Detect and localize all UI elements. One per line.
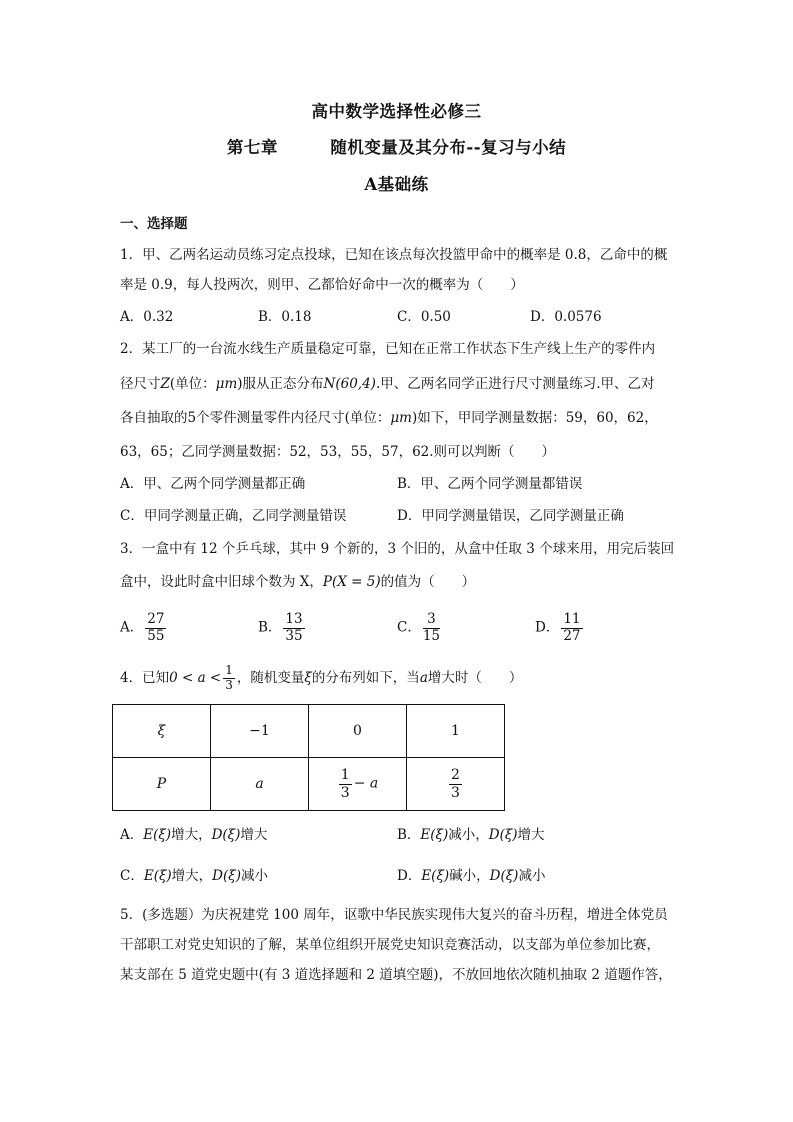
option-label: B． — [258, 619, 282, 636]
denominator: 55 — [147, 627, 165, 644]
option-text: 减小， — [448, 827, 489, 843]
chapter-heading — [0, 134, 793, 158]
option-text: 增大 — [517, 827, 545, 843]
option-text: 碱小， — [449, 868, 490, 884]
numerator: 1 — [340, 767, 350, 784]
q2-text: )如下，甲同学测量数据：59，60，62， — [411, 410, 658, 426]
q2-normal-dist: N(60,4) — [323, 376, 376, 392]
q5-line-2: 干部职工对党史知识的了解，某单位组织开展党史知识竞赛活动，以支部为单位参加比赛， — [120, 937, 660, 953]
fraction — [423, 612, 440, 644]
option-label: D． — [397, 868, 422, 884]
q1-option-a: A．0.32 — [120, 309, 174, 325]
q4-option-b — [397, 823, 545, 843]
q2-unit-mu: μm — [215, 376, 238, 392]
level-heading: A基础练 — [364, 175, 429, 194]
table-cell: P — [113, 758, 211, 811]
q2-var-z: Z — [160, 376, 170, 392]
variance: D(ξ) — [489, 868, 519, 884]
q2-option-d: D．甲同学测量错误，乙同学测量正确 — [397, 508, 624, 524]
q4-var-a: a — [419, 669, 428, 686]
denominator: 27 — [563, 627, 581, 644]
option-label: A． — [120, 619, 144, 636]
option-text: 增大 — [240, 827, 268, 843]
option-label: B． — [397, 827, 421, 843]
fraction — [283, 612, 304, 644]
variance: D(ξ) — [488, 827, 518, 843]
numerator: 13 — [285, 611, 303, 627]
expectation: E(ξ) — [143, 868, 172, 884]
numerator: 11 — [563, 611, 581, 627]
option-label: C． — [120, 868, 144, 884]
fraction — [223, 664, 235, 693]
fraction — [145, 612, 166, 644]
q3-option-b — [258, 612, 307, 644]
q2-line-2 — [120, 372, 655, 392]
option-text: 增大， — [171, 827, 212, 843]
section-heading: 一、选择题 — [120, 216, 188, 232]
distribution-table — [112, 704, 505, 811]
q1-line-2: 率是 0.9，每人投两次，则甲、乙都恰好命中一次的概率为（ ） — [120, 277, 524, 293]
q1-option-b: B．0.18 — [258, 309, 312, 325]
q4-text: ，随机变量 — [236, 669, 305, 686]
expectation: E(ξ) — [420, 827, 449, 843]
q3-option-c — [397, 612, 442, 644]
q2-option-a: A．甲、乙两个同学测量都正确 — [120, 476, 306, 492]
numerator: 2 — [451, 767, 460, 784]
table-row — [113, 758, 505, 811]
q2-text: 各自抽取的5个零件测量零件内径尺寸(单位： — [120, 410, 391, 426]
q4-text: 4．已知 — [120, 669, 170, 686]
q2-option-c: C．甲同学测量正确，乙同学测量错误 — [120, 508, 347, 524]
q3-option-a — [120, 612, 168, 644]
q2-text: .甲、乙两名同学正进行尺寸测量练习.甲、乙对 — [375, 376, 655, 392]
variance: D(ξ) — [211, 827, 241, 843]
q2-unit-mu: μm — [390, 410, 412, 426]
table-cell: 0 — [309, 705, 407, 758]
table-cell: ξ — [113, 705, 211, 758]
q1-option-c: C．0.50 — [397, 309, 451, 325]
expression-tail: − a — [353, 776, 379, 792]
q5-line-1: 5．(多选题）为庆祝建党 100 周年，讴歌中华民族实现伟大复兴的奋斗历程，增进全体党员 — [120, 907, 668, 923]
doc-title: 高中数学选择性必修三 — [311, 102, 482, 121]
denominator: 15 — [422, 627, 441, 644]
option-text: 增大， — [171, 868, 213, 884]
q2-text: )服从正态分布 — [237, 376, 324, 392]
q1-line-1: 1．甲、乙两名运动员练习定点投球，已知在该点每次投篮甲命中的概率是 0.8，乙命中的概 — [120, 247, 668, 263]
q3-line-1: 3．一盒中有 12 个乒乓球，其中 9 个新的，3 个旧的，从盒中任取 3 个球来用，用完后装回 — [120, 541, 675, 557]
q4-text: 的分布列如下，当 — [311, 669, 420, 686]
q2-line-4: 63，65；乙同学测量数据：52，53，55，57，62.则可以判断（ ） — [120, 444, 556, 460]
q2-line-1: 2．某工厂的一台流水线生产质量稳定可靠，已知在正常工作状态下生产线上生产的零件内 — [120, 341, 656, 357]
option-label: D． — [535, 619, 560, 636]
chapter-number: 第七章 — [226, 138, 278, 157]
table-cell: a — [211, 758, 309, 811]
expectation: E(ξ) — [421, 868, 450, 884]
option-text: 减小 — [240, 868, 268, 884]
q4-var-xi: ξ — [304, 669, 312, 686]
denominator: 3 — [225, 677, 233, 692]
q4-option-a — [120, 823, 267, 843]
option-label: A． — [120, 827, 144, 843]
variance: D(ξ) — [212, 868, 241, 884]
q4-condition: 0 < a < — [169, 669, 222, 686]
q2-option-b: B．甲、乙两个同学测量都错误 — [397, 476, 583, 492]
numerator: 3 — [423, 612, 440, 629]
denominator: 35 — [285, 627, 303, 644]
q3-text: 盒中，设此时盒中旧球个数为 X， — [120, 574, 323, 590]
q4-stem — [120, 664, 522, 693]
q3-option-d — [535, 612, 585, 644]
fraction — [561, 612, 582, 644]
numerator: 27 — [147, 611, 165, 627]
q4-text: 增大时（ ） — [427, 669, 523, 686]
denominator: 3 — [340, 784, 350, 801]
q2-text: 径尺寸 — [120, 376, 161, 392]
chapter-title: 随机变量及其分布--复习与小结 — [330, 138, 567, 157]
table-cell — [309, 758, 407, 811]
option-text: 减小 — [518, 868, 546, 884]
numerator: 1 — [225, 663, 233, 677]
q3-text: 的值为（ ） — [380, 574, 476, 590]
table-row — [113, 705, 505, 758]
q2-line-3 — [120, 406, 658, 426]
q1-option-d: D．0.0576 — [530, 309, 602, 325]
table-cell — [407, 758, 505, 811]
denominator: 3 — [451, 784, 460, 801]
table-cell: 1 — [407, 705, 505, 758]
fraction — [449, 767, 462, 800]
q2-text: (单位： — [169, 376, 216, 392]
expectation: E(ξ) — [143, 827, 172, 843]
q4-option-c — [120, 864, 268, 884]
q3-probability: P(X = 5) — [322, 574, 381, 590]
table-cell: −1 — [211, 705, 309, 758]
option-label: C． — [397, 619, 421, 636]
q4-option-d — [397, 864, 545, 884]
q3-line-2 — [120, 570, 475, 590]
q5-line-3: 某支部在 5 道党史题中(有 3 道选择题和 2 道填空题)，不放回地依次随机抽取 2 道题作答， — [120, 967, 672, 983]
fraction — [339, 767, 352, 800]
